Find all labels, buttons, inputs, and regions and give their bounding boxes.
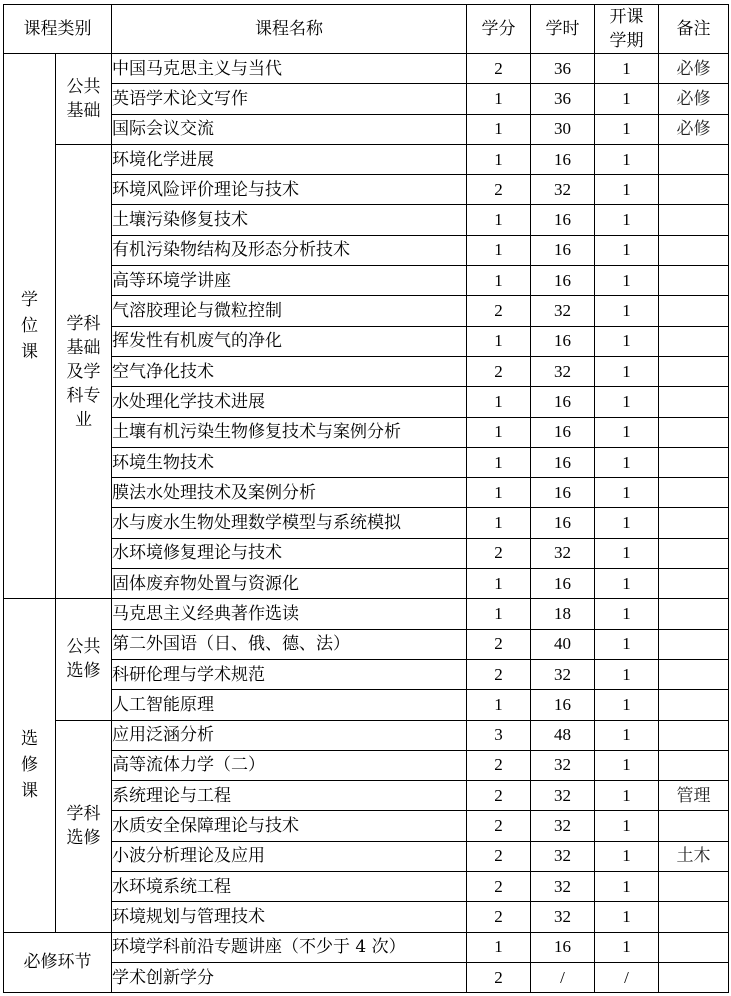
course-semester: / <box>595 962 659 992</box>
course-credits: 2 <box>467 356 531 386</box>
subcategory-public-elective: 公共选修 <box>56 599 112 720</box>
course-note <box>659 387 729 417</box>
course-note <box>659 508 729 538</box>
course-name: 土壤有机污染生物修复技术与案例分析 <box>112 417 467 447</box>
course-hours: 16 <box>531 205 595 235</box>
course-semester: 1 <box>595 690 659 720</box>
course-hours: 30 <box>531 114 595 144</box>
course-semester: 1 <box>595 356 659 386</box>
course-name: 应用泛涵分析 <box>112 720 467 750</box>
table-row <box>4 356 729 386</box>
course-hours: 32 <box>531 750 595 780</box>
course-note <box>659 144 729 174</box>
course-hours: 16 <box>531 447 595 477</box>
course-semester: 1 <box>595 811 659 841</box>
course-name: 高等流体力学（二） <box>112 750 467 780</box>
course-name: 环境规划与管理技术 <box>112 902 467 932</box>
table-row <box>4 417 729 447</box>
course-semester: 1 <box>595 841 659 871</box>
course-hours: 36 <box>531 84 595 114</box>
course-name: 水环境修复理论与技术 <box>112 538 467 568</box>
course-note <box>659 659 729 689</box>
course-name: 环境学科前沿专题讲座（不少于 4 次） <box>112 932 467 962</box>
course-name: 膜法水处理技术及案例分析 <box>112 478 467 508</box>
course-name: 环境生物技术 <box>112 447 467 477</box>
table-row <box>4 144 729 174</box>
course-note <box>659 266 729 296</box>
course-name: 水与废水生物处理数学模型与系统模拟 <box>112 508 467 538</box>
course-hours: 32 <box>531 841 595 871</box>
course-credits: 1 <box>467 144 531 174</box>
course-semester: 1 <box>595 750 659 780</box>
course-hours: 32 <box>531 659 595 689</box>
course-note <box>659 720 729 750</box>
course-hours: 16 <box>531 690 595 720</box>
course-credits: 1 <box>467 508 531 538</box>
course-hours: 32 <box>531 175 595 205</box>
course-note <box>659 356 729 386</box>
course-note: 必修 <box>659 84 729 114</box>
course-credits: 2 <box>467 659 531 689</box>
header-note: 备注 <box>659 5 729 54</box>
course-note <box>659 296 729 326</box>
course-note <box>659 750 729 780</box>
table-row <box>4 114 729 144</box>
course-name: 空气净化技术 <box>112 356 467 386</box>
course-semester: 1 <box>595 629 659 659</box>
table-row <box>4 296 729 326</box>
course-credits: 1 <box>467 266 531 296</box>
course-hours: 16 <box>531 144 595 174</box>
course-semester: 1 <box>595 84 659 114</box>
course-hours: 32 <box>531 296 595 326</box>
course-name: 挥发性有机废气的净化 <box>112 326 467 356</box>
course-name: 中国马克思主义与当代 <box>112 54 467 84</box>
course-credits: 1 <box>467 478 531 508</box>
course-credits: 2 <box>467 902 531 932</box>
table-row <box>4 569 729 599</box>
course-note: 必修 <box>659 114 729 144</box>
course-name: 第二外国语（日、俄、德、法） <box>112 629 467 659</box>
course-credits: 2 <box>467 841 531 871</box>
course-semester: 1 <box>595 54 659 84</box>
course-name: 水质安全保障理论与技术 <box>112 811 467 841</box>
course-credits: 1 <box>467 569 531 599</box>
course-name: 水环境系统工程 <box>112 872 467 902</box>
table-row <box>4 84 729 114</box>
course-semester: 1 <box>595 720 659 750</box>
course-note: 土木 <box>659 841 729 871</box>
course-semester: 1 <box>595 266 659 296</box>
course-credits: 2 <box>467 54 531 84</box>
course-credits: 1 <box>467 599 531 629</box>
table-body <box>4 54 729 993</box>
course-name: 环境风险评价理论与技术 <box>112 175 467 205</box>
course-hours: 40 <box>531 629 595 659</box>
table-row <box>4 175 729 205</box>
course-name: 英语学术论文写作 <box>112 84 467 114</box>
table-row <box>4 872 729 902</box>
course-semester: 1 <box>595 205 659 235</box>
table-row <box>4 690 729 720</box>
course-credits: 1 <box>467 235 531 265</box>
course-semester: 1 <box>595 569 659 599</box>
header-course-name: 课程名称 <box>112 5 467 54</box>
table-row <box>4 932 729 962</box>
course-name: 水处理化学技术进展 <box>112 387 467 417</box>
course-credits: 1 <box>467 417 531 447</box>
header-semester: 开课学期 <box>595 5 659 54</box>
table-row <box>4 235 729 265</box>
table-row <box>4 841 729 871</box>
course-hours: 16 <box>531 235 595 265</box>
course-credits: 2 <box>467 538 531 568</box>
course-hours: 16 <box>531 266 595 296</box>
course-hours: 16 <box>531 478 595 508</box>
course-name: 系统理论与工程 <box>112 781 467 811</box>
course-credits: 2 <box>467 750 531 780</box>
course-hours: 36 <box>531 54 595 84</box>
course-semester: 1 <box>595 417 659 447</box>
table-row <box>4 387 729 417</box>
course-credits: 1 <box>467 447 531 477</box>
course-note <box>659 599 729 629</box>
course-credits: 1 <box>467 932 531 962</box>
course-note <box>659 538 729 568</box>
category-elective: 选修课 <box>4 599 56 932</box>
table-row <box>4 720 729 750</box>
course-semester: 1 <box>595 296 659 326</box>
course-name: 固体废弃物处置与资源化 <box>112 569 467 599</box>
course-semester: 1 <box>595 538 659 568</box>
course-hours: 16 <box>531 387 595 417</box>
course-semester: 1 <box>595 144 659 174</box>
course-credits: 2 <box>467 629 531 659</box>
course-credits: 1 <box>467 387 531 417</box>
table-row <box>4 478 729 508</box>
course-name: 有机污染物结构及形态分析技术 <box>112 235 467 265</box>
course-hours: 16 <box>531 508 595 538</box>
course-credits: 3 <box>467 720 531 750</box>
table-row <box>4 962 729 992</box>
course-name: 马克思主义经典著作选读 <box>112 599 467 629</box>
course-note <box>659 932 729 962</box>
course-note <box>659 478 729 508</box>
course-credits: 2 <box>467 872 531 902</box>
course-hours: 48 <box>531 720 595 750</box>
table-row <box>4 902 729 932</box>
course-hours: 16 <box>531 932 595 962</box>
header-category: 课程类别 <box>4 5 112 54</box>
table-row <box>4 266 729 296</box>
course-credits: 2 <box>467 175 531 205</box>
course-credits: 2 <box>467 811 531 841</box>
course-note <box>659 872 729 902</box>
course-credits: 2 <box>467 296 531 326</box>
course-credits: 2 <box>467 962 531 992</box>
course-note <box>659 205 729 235</box>
course-note <box>659 417 729 447</box>
course-note: 必修 <box>659 54 729 84</box>
course-semester: 1 <box>595 175 659 205</box>
course-note: 管理 <box>659 781 729 811</box>
course-credits: 2 <box>467 781 531 811</box>
course-note <box>659 175 729 205</box>
course-semester: 1 <box>595 781 659 811</box>
course-note <box>659 569 729 599</box>
course-note <box>659 629 729 659</box>
course-name: 气溶胶理论与微粒控制 <box>112 296 467 326</box>
course-semester: 1 <box>595 599 659 629</box>
course-semester: 1 <box>595 447 659 477</box>
table-row <box>4 781 729 811</box>
course-note <box>659 326 729 356</box>
course-hours: / <box>531 962 595 992</box>
course-name: 高等环境学讲座 <box>112 266 467 296</box>
table-row <box>4 538 729 568</box>
course-name: 小波分析理论及应用 <box>112 841 467 871</box>
header-credits: 学分 <box>467 5 531 54</box>
subcategory-discipline-basic: 学科基础及学科专业 <box>56 144 112 598</box>
course-credits: 1 <box>467 326 531 356</box>
course-note <box>659 902 729 932</box>
course-semester: 1 <box>595 659 659 689</box>
course-note <box>659 235 729 265</box>
course-semester: 1 <box>595 932 659 962</box>
course-hours: 32 <box>531 538 595 568</box>
curriculum-table <box>3 4 729 993</box>
category-required-link: 必修环节 <box>4 932 112 993</box>
course-semester: 1 <box>595 872 659 902</box>
course-name: 科研伦理与学术规范 <box>112 659 467 689</box>
table-row <box>4 54 729 84</box>
course-credits: 1 <box>467 205 531 235</box>
table-row <box>4 629 729 659</box>
course-note <box>659 962 729 992</box>
header-hours: 学时 <box>531 5 595 54</box>
category-degree: 学位课 <box>4 54 56 599</box>
table-row <box>4 447 729 477</box>
course-name: 环境化学进展 <box>112 144 467 174</box>
course-note <box>659 690 729 720</box>
course-hours: 32 <box>531 781 595 811</box>
table-row <box>4 326 729 356</box>
table-row <box>4 750 729 780</box>
subcategory-discipline-elective: 学科选修 <box>56 720 112 932</box>
course-semester: 1 <box>595 114 659 144</box>
table-row <box>4 811 729 841</box>
table-row <box>4 205 729 235</box>
header-row <box>4 5 729 54</box>
course-semester: 1 <box>595 235 659 265</box>
course-note <box>659 811 729 841</box>
course-name: 人工智能原理 <box>112 690 467 720</box>
course-note <box>659 447 729 477</box>
course-semester: 1 <box>595 902 659 932</box>
table-row <box>4 659 729 689</box>
course-name: 学术创新学分 <box>112 962 467 992</box>
course-hours: 16 <box>531 569 595 599</box>
course-hours: 32 <box>531 872 595 902</box>
course-credits: 1 <box>467 690 531 720</box>
course-hours: 18 <box>531 599 595 629</box>
course-name: 国际会议交流 <box>112 114 467 144</box>
subcategory-public-basic: 公共基础 <box>56 54 112 145</box>
course-semester: 1 <box>595 326 659 356</box>
course-hours: 32 <box>531 811 595 841</box>
course-hours: 16 <box>531 417 595 447</box>
course-hours: 16 <box>531 326 595 356</box>
course-name: 土壤污染修复技术 <box>112 205 467 235</box>
course-hours: 32 <box>531 902 595 932</box>
course-credits: 1 <box>467 84 531 114</box>
course-credits: 1 <box>467 114 531 144</box>
course-semester: 1 <box>595 478 659 508</box>
table-row <box>4 599 729 629</box>
course-semester: 1 <box>595 508 659 538</box>
course-hours: 32 <box>531 356 595 386</box>
table-row <box>4 508 729 538</box>
course-semester: 1 <box>595 387 659 417</box>
